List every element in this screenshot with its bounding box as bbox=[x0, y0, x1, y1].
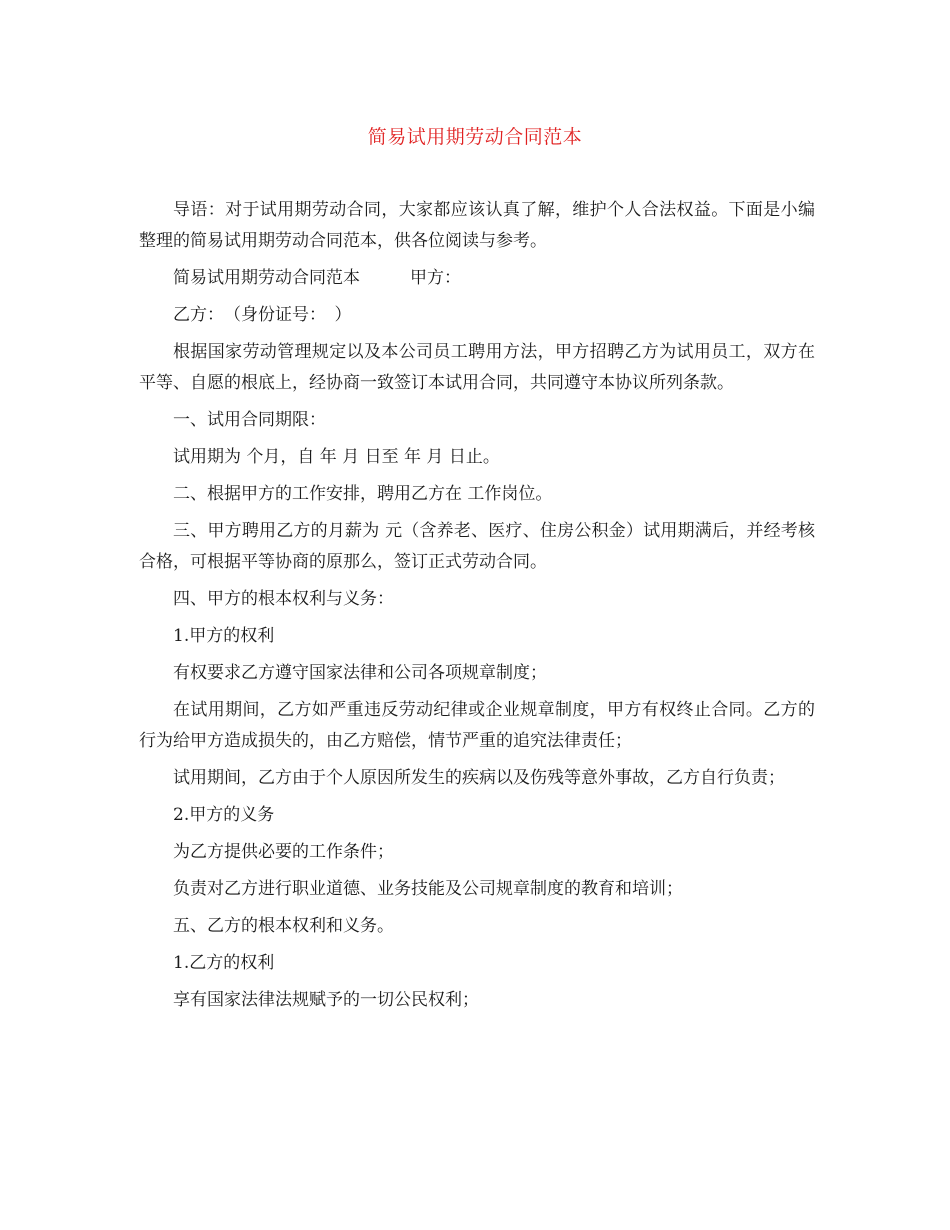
document-title: 简易试用期劳动合同范本 bbox=[367, 126, 583, 148]
probation-period-line: 试用期为 个月，自 年 月 日至 年 月 日止。 bbox=[173, 447, 500, 467]
party-b-right-item: 享有国家法律法规赋予的一切公民权利； bbox=[173, 990, 479, 1010]
section-2-paragraph: 二、根据甲方的工作安排，聘用乙方在 工作岗位。 bbox=[173, 484, 553, 504]
intro-paragraph: 导语：对于试用期劳动合同，大家都应该认真了解，维护个人合法权益。下面是小编整理的简易试用期劳动合同范本，供各位阅读与参考。 bbox=[139, 200, 815, 251]
party-a-label: 甲方： bbox=[410, 268, 461, 288]
party-a-rights-heading: 1.甲方的权利 bbox=[173, 626, 275, 646]
party-a-duty-item: 为乙方提供必要的工作条件； bbox=[173, 842, 394, 862]
party-a-duties-heading: 2.甲方的义务 bbox=[173, 805, 275, 825]
contract-name: 简易试用期劳动合同范本 bbox=[173, 268, 360, 288]
contract-header-line bbox=[139, 263, 815, 294]
party-a-right-item: 有权要求乙方遵守国家法律和公司各项规章制度； bbox=[173, 663, 547, 683]
section-3-paragraph: 三、甲方聘用乙方的月薪为 元（含养老、医疗、住房公积金）试用期满后，并经考核合格，可根据平等协商的原那么，签订正式劳动合同。 bbox=[139, 521, 815, 572]
party-b-line: 乙方： （身份证号： ） bbox=[173, 305, 352, 325]
party-b-rights-heading: 1.乙方的权利 bbox=[173, 953, 275, 973]
section-1-heading: 一、试用合同期限： bbox=[173, 410, 326, 430]
party-a-right-item: 在试用期间，乙方如严重违反劳动纪律或企业规章制度，甲方有权终止合同。乙方的行为给甲方造成损失的，由乙方赔偿，情节严重的追究法律责任； bbox=[139, 700, 815, 751]
section-4-heading: 四、甲方的根本权利与义务： bbox=[173, 589, 394, 609]
preamble-paragraph: 根据国家劳动管理规定以及本公司员工聘用方法，甲方招聘乙方为试用员工，双方在平等、自愿的根底上，经协商一致签订本试用合同，共同遵守本协议所列条款。 bbox=[139, 342, 815, 393]
document-body bbox=[139, 195, 815, 1022]
section-5-heading: 五、乙方的根本权利和义务。 bbox=[173, 916, 394, 936]
party-a-right-item: 试用期间，乙方由于个人原因所发生的疾病以及伤残等意外事故，乙方自行负责； bbox=[173, 768, 785, 788]
party-a-duty-item: 负责对乙方进行职业道德、业务技能及公司规章制度的教育和培训； bbox=[173, 879, 683, 899]
